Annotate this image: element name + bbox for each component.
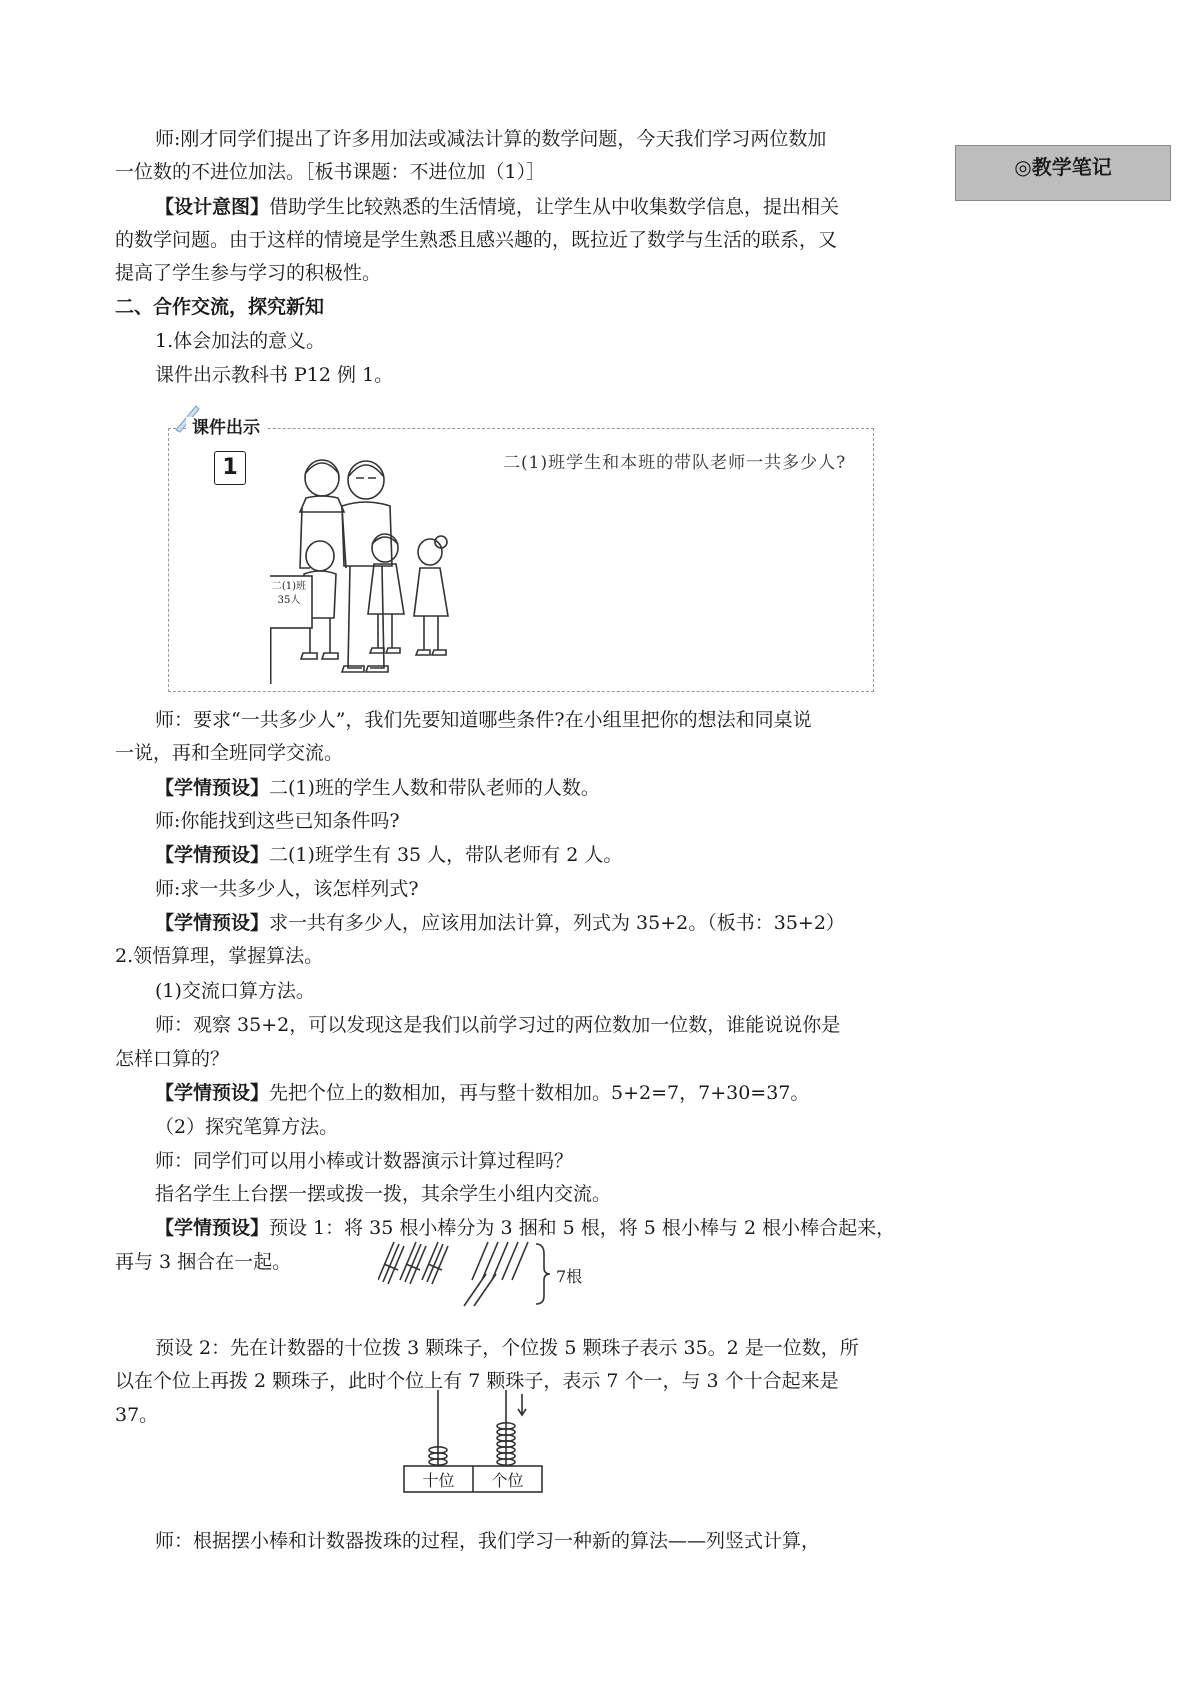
preset-line xyxy=(155,910,845,936)
preset-line xyxy=(155,842,622,868)
stick-bundle-2 xyxy=(400,1242,426,1284)
preset-tag: 【学情预设】 xyxy=(155,777,270,799)
ones-label: 个位 xyxy=(491,1471,524,1490)
text-line: 再与 3 捆合在一起。 xyxy=(115,1251,292,1273)
problem-text: 二(1)班学生和本班的带队老师一共多少人? xyxy=(503,453,847,473)
preset-line xyxy=(155,1080,809,1106)
example-number-badge: 1 xyxy=(214,451,246,485)
sticks-illustration xyxy=(378,1238,558,1308)
text-line: 预设 2：先在计数器的十位拨 3 颗珠子，个位拨 5 颗珠子表示 35。2 是一位数，所 xyxy=(155,1337,859,1359)
text-span: 求一共有多少人，应该用加法计算，列式为 35+2。（板书：35+2） xyxy=(269,912,845,934)
text-span: 借助学生比较熟悉的生活情境，让学生从中收集数学信息，提出相关 xyxy=(269,196,840,218)
text-line: 课件出示教科书 P12 例 1。 xyxy=(155,364,394,386)
text-line: 师:刚才同学们提出了许多用加法或减法计算的数学问题，今天我们学习两位数加 xyxy=(155,128,827,150)
text-span: 先把个位上的数相加，再与整十数相加。5+2=7，7+30=37。 xyxy=(269,1082,810,1104)
preset-tag: 【学情预设】 xyxy=(155,844,270,866)
teaching-notes-header: ◎教学笔记 xyxy=(955,145,1171,201)
text-span: 预设 1：将 35 根小棒分为 3 捆和 5 根，将 5 根小棒与 2 根小棒合起来， xyxy=(269,1217,896,1239)
text-line: 指名学生上台摆一摆或拨一拨，其余学生小组内交流。 xyxy=(155,1183,612,1205)
text-line: 师：观察 35+2，可以发现这是我们以前学习过的两位数加一位数，谁能说说你是 xyxy=(155,1014,841,1036)
text-span: 二(1)班学生有 35 人，带队老师有 2 人。 xyxy=(269,844,623,866)
class-sign-line1: 二(1)班 xyxy=(271,581,307,592)
tens-label: 十位 xyxy=(422,1471,455,1490)
text-line: 师：根据摆小棒和计数器拨珠的过程，我们学习一种新的算法——列竖式计算， xyxy=(155,1530,821,1552)
text-line: 怎样口算的？ xyxy=(115,1048,230,1070)
class-sign-line2: 35人 xyxy=(277,595,301,606)
text-line: 师:求一共多少人，该怎样列式? xyxy=(155,878,419,900)
text-line: 的数学问题。由于这样的情境是学生熟悉且感兴趣的，既拉近了数学与生活的联系，又 xyxy=(115,229,838,251)
preset-tag: 【学情预设】 xyxy=(155,912,270,934)
stick-bundle-3 xyxy=(422,1242,448,1284)
text-line: 提高了学生参与学习的积极性。 xyxy=(115,262,382,284)
text-line: 37。 xyxy=(115,1404,159,1426)
design-intent-line xyxy=(155,194,839,220)
text-line: （2）探究笔算方法。 xyxy=(155,1116,339,1138)
section-heading: 二、合作交流，探究新知 xyxy=(115,296,325,318)
courseware-tag: 课件出示 xyxy=(186,417,266,439)
preset-tag: 【学情预设】 xyxy=(155,1217,270,1239)
teachers-students-illustration xyxy=(270,448,490,688)
text-line: 以在个位上再拨 2 颗珠子，此时个位上有 7 颗珠子，表示 7 个一，与 3 个十合起来是 xyxy=(115,1370,839,1392)
text-line: 一位数的不进位加法。［板书课题：不进位加（1）］ xyxy=(115,161,546,183)
text-line: 师：要求“一共多少人”，我们先要知道哪些条件?在小组里把你的想法和同桌说 xyxy=(155,709,812,731)
stick-bundle-1 xyxy=(378,1242,404,1284)
text-line: 师:你能找到这些已知条件吗? xyxy=(155,810,400,832)
design-intent-tag: 【设计意图】 xyxy=(155,196,270,218)
preset-line xyxy=(155,775,600,801)
text-line: 一说，再和全班同学交流。 xyxy=(115,742,344,764)
text-line: 2.领悟算理，掌握算法。 xyxy=(115,945,324,967)
text-line: 1.体会加法的意义。 xyxy=(155,330,326,352)
text-line: (1)交流口算方法。 xyxy=(155,980,315,1002)
preset-tag: 【学情预设】 xyxy=(155,1082,270,1104)
text-line: 师：同学们可以用小棒或计数器演示计算过程吗？ xyxy=(155,1150,574,1172)
sticks-count-label: 7根 xyxy=(556,1267,583,1286)
text-span: 二(1)班的学生人数和带队老师的人数。 xyxy=(269,777,600,799)
